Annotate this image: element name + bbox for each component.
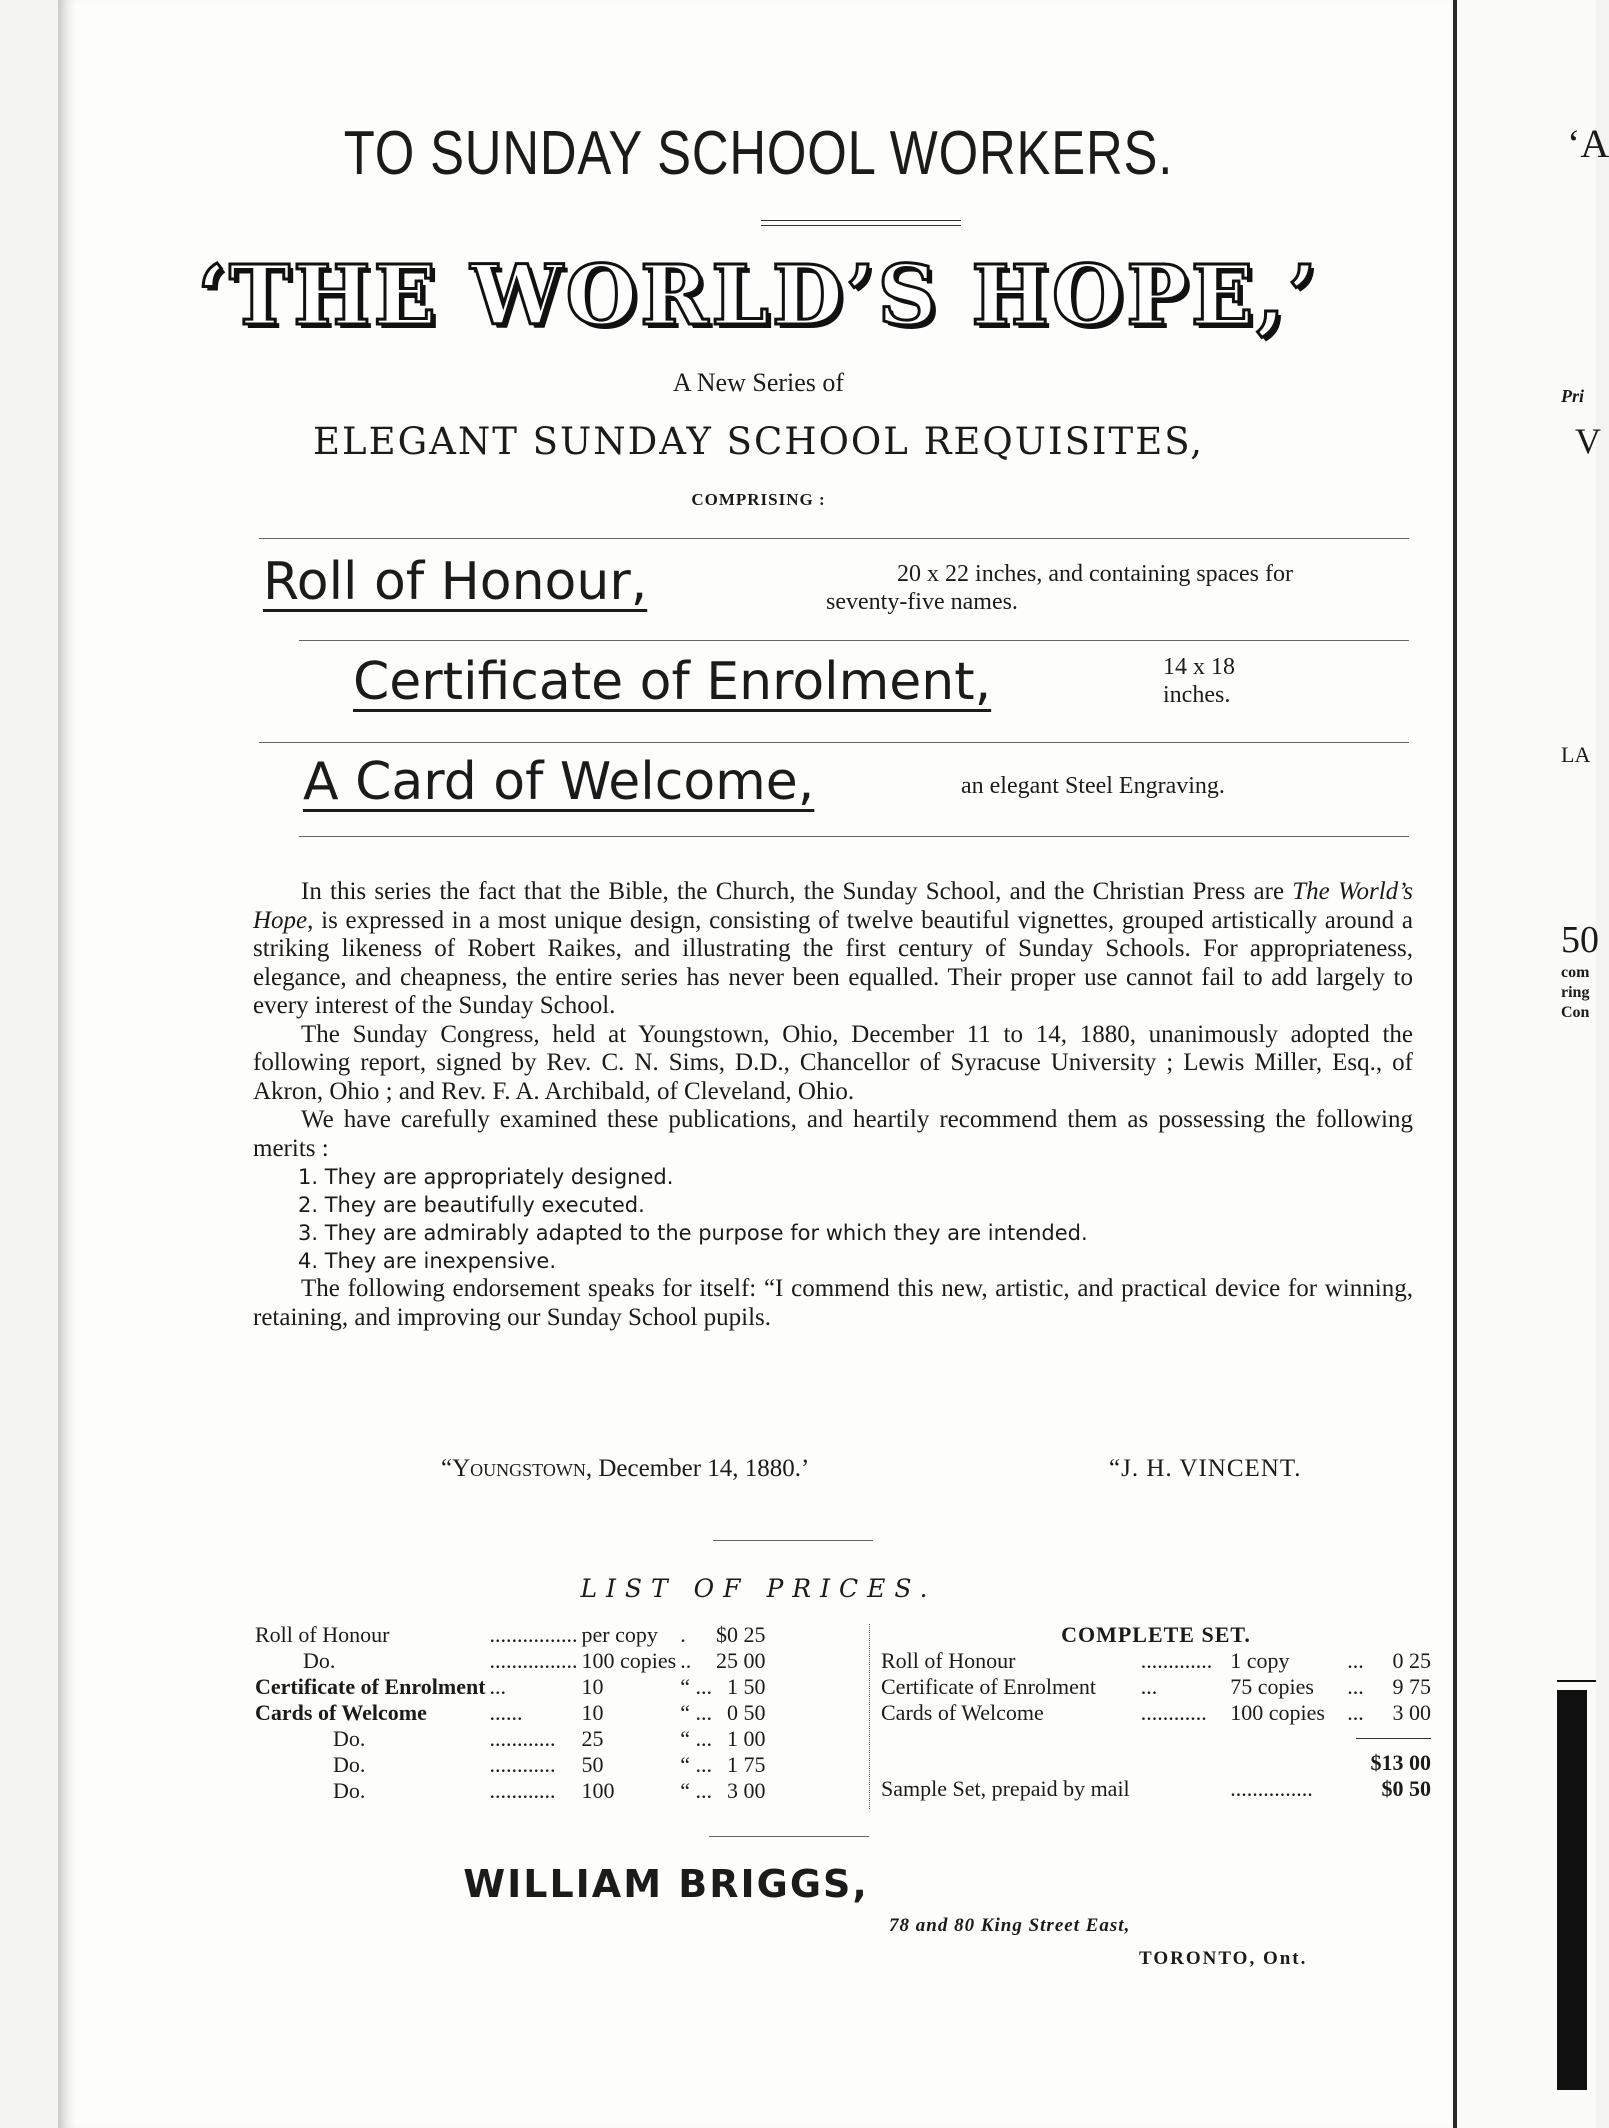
- edge-text: com: [1561, 964, 1590, 981]
- complete-set-title: COMPLETE SET.: [1061, 1622, 1251, 1647]
- leader-dots: ...: [1347, 1648, 1364, 1673]
- price-value: 0 50: [727, 1700, 766, 1725]
- publisher-name: WILLIAM BRIGGS,: [463, 1862, 869, 1906]
- leader-dots: “ ...: [680, 1778, 712, 1803]
- merit-item: 2. They are beautifully executed.: [298, 1193, 645, 1217]
- price-table-complete-set: [879, 1622, 1433, 1802]
- price-item: Roll of Honour: [881, 1648, 1016, 1673]
- leader-dots: ............: [489, 1726, 556, 1751]
- leader-dots: ...: [489, 1674, 507, 1699]
- table-row: [253, 1674, 768, 1700]
- edge-text: 50: [1561, 919, 1599, 961]
- paragraph-series: [253, 878, 1413, 1021]
- text-span: , is expressed in a most unique design, consisting of twelve beautiful vignettes, grouped artistically around a striking likeness of Robert Raikes, and illustrating the first century of Sunday Schools. For appropriateness, elegance, and cheapness, the entire series has never been equalled. Their proper use cannot fail to add largely to every interest of the Sunday School.: [253, 906, 1413, 1019]
- price-item: Certificate of Enrolment: [255, 1674, 486, 1699]
- title: ‘THE WORLD’S HOPE,’: [197, 248, 1320, 344]
- edge-text: Con: [1561, 1004, 1590, 1021]
- price-item: Do.: [333, 1778, 366, 1803]
- divider: [761, 220, 961, 226]
- price-item: Cards of Welcome: [255, 1700, 427, 1725]
- leader-dots: ...............: [1230, 1776, 1313, 1801]
- price-item: Sample Set, prepaid by mail: [881, 1776, 1130, 1801]
- leader-dots: “ ...: [680, 1752, 712, 1777]
- leader-dots: ...: [1140, 1674, 1158, 1699]
- price-value: 1 50: [727, 1674, 766, 1699]
- paragraph-endorsement: The following endorsement speaks for itself: “I commend this new, artistic, and practical device for winning, retaining, and improving our Sunday School pupils.: [253, 1275, 1413, 1331]
- edge-text: V: [1575, 421, 1601, 461]
- table-row: [253, 1752, 768, 1778]
- price-value: 25 00: [716, 1648, 766, 1673]
- edge-text: Pri: [1561, 386, 1585, 406]
- leader-dots: ..: [680, 1648, 692, 1673]
- leader-dots: ................: [489, 1648, 578, 1673]
- leader-dots: ...: [1347, 1674, 1364, 1699]
- table-row: [879, 1726, 1433, 1750]
- item-desc-line: inches.: [1163, 682, 1231, 708]
- table-row: [253, 1778, 768, 1804]
- item-desc-roll-of-honour: [776, 560, 1414, 616]
- divider: [709, 1836, 869, 1837]
- item-desc-line: 14 x 18: [1163, 654, 1235, 680]
- text-span: In this series the fact that the Bible, the Church, the Sunday School, and the Christian Press are: [301, 878, 1293, 905]
- price-qty: 1 copy: [1230, 1648, 1290, 1673]
- leader-dots: ............: [1140, 1700, 1207, 1725]
- leader-dots: “ ...: [680, 1700, 712, 1725]
- table-row: [879, 1622, 1433, 1648]
- leader-dots: “ ...: [680, 1726, 712, 1751]
- leader-dots: .: [680, 1622, 686, 1647]
- table-row: [879, 1750, 1433, 1776]
- table-row: [253, 1700, 768, 1726]
- table-row: [253, 1622, 768, 1648]
- edge-text: LA: [1561, 742, 1591, 767]
- item-name-roll-of-honour: Roll of Honour,: [263, 552, 648, 612]
- price-value: $0 50: [1381, 1776, 1431, 1801]
- signature-place-date: [441, 1455, 809, 1483]
- emphasis-worlds-hope: The World’s Hope: [253, 878, 1413, 934]
- price-qty: 100 copies: [1230, 1700, 1325, 1725]
- price-qty: 75 copies: [1230, 1674, 1314, 1699]
- price-value: 3 00: [727, 1778, 766, 1803]
- table-row: [253, 1726, 768, 1752]
- leader-dots: ...: [1347, 1700, 1364, 1725]
- edge-rule: [1557, 1680, 1596, 1682]
- price-value: 9 75: [1392, 1674, 1431, 1699]
- price-qty: 100: [581, 1778, 615, 1803]
- price-value: 1 00: [727, 1726, 766, 1751]
- heading: TO SUNDAY SCHOOL WORKERS.: [343, 119, 1174, 188]
- item-desc-line: seventy-five names.: [826, 589, 1018, 615]
- publisher-address: 78 and 80 King Street East,: [889, 1915, 1131, 1936]
- leader-dots: ................: [489, 1622, 578, 1647]
- body-text: [253, 878, 1413, 1332]
- publisher-city: TORONTO, Ont.: [1139, 1948, 1308, 1969]
- total-price: $13 00: [1370, 1750, 1431, 1775]
- merit-item: 1. They are appropriately designed.: [298, 1165, 674, 1189]
- table-spacer: [879, 1726, 1433, 1750]
- divider: [713, 1540, 873, 1541]
- divider: [259, 742, 1409, 743]
- price-qty: 25: [581, 1726, 604, 1751]
- price-qty: 50: [581, 1752, 604, 1777]
- leader-dots: ............: [489, 1778, 556, 1803]
- price-table-left: [253, 1622, 768, 1804]
- signature-place: “Youngstown,: [441, 1455, 593, 1482]
- price-value: 0 25: [1392, 1648, 1431, 1673]
- leader-dots: ............: [489, 1752, 556, 1777]
- price-qty: per copy: [581, 1622, 658, 1647]
- edge-text: ‘A: [1567, 121, 1609, 166]
- subtitle: A New Series of: [672, 368, 845, 397]
- divider: [299, 640, 1409, 641]
- price-value: 1 75: [727, 1752, 766, 1777]
- leader-dots: .............: [1140, 1648, 1213, 1673]
- leader-dots: “ ...: [680, 1674, 712, 1699]
- price-item: Do.: [333, 1726, 366, 1751]
- edge-text: ring: [1561, 984, 1590, 1001]
- adjacent-page-edge: [1453, 0, 1609, 2128]
- signature-date: December 14, 1880.’: [598, 1455, 810, 1482]
- sum-rule: [1356, 1738, 1431, 1739]
- price-item: Cards of Welcome: [881, 1700, 1044, 1725]
- item-desc-certificate: [1163, 653, 1235, 709]
- price-qty: 10: [581, 1700, 604, 1725]
- paragraph-congress: The Sunday Congress, held at Youngstown, Ohio, December 11 to 14, 1880, unanimously adopted the following report, signed by Rev. C. N. Sims, D.D., Chancellor of Syracuse University ; Lewis Miller, Esq., of Akron, Ohio ; and Rev. F. A. Archibald, of Cleveland, Ohio.: [253, 1020, 1413, 1105]
- document-page: [58, 0, 1456, 2128]
- table-row: [879, 1776, 1433, 1802]
- price-value: 3 00: [1392, 1700, 1431, 1725]
- divider: [299, 836, 1409, 837]
- table-divider: [869, 1624, 870, 1809]
- table-row: [879, 1700, 1433, 1726]
- table-row: [879, 1648, 1433, 1674]
- price-value: $0 25: [716, 1622, 766, 1647]
- leader-dots: ......: [489, 1700, 523, 1725]
- item-desc-card-of-welcome: an elegant Steel Engraving.: [961, 773, 1225, 799]
- merit-item: 4. They are inexpensive.: [298, 1249, 556, 1273]
- item-desc-line: 20 x 22 inches, and containing spaces for: [897, 561, 1293, 587]
- price-qty: 10: [581, 1674, 604, 1699]
- signature-name: “J. H. VINCENT.: [1109, 1455, 1302, 1482]
- prices-title: LIST OF PRICES.: [580, 1574, 937, 1603]
- price-item: Do.: [303, 1648, 336, 1673]
- item-name-certificate: Certificate of Enrolment,: [353, 652, 992, 712]
- comprising-label: COMPRISING :: [691, 490, 826, 509]
- price-item: Certificate of Enrolment: [881, 1674, 1097, 1699]
- price-item: Roll of Honour: [255, 1622, 390, 1647]
- requisites-heading: ELEGANT SUNDAY SCHOOL REQUISITES,: [312, 420, 1205, 463]
- edge-dark-block: [1557, 1690, 1587, 2090]
- table-row: [879, 1674, 1433, 1700]
- price-qty: 100 copies: [581, 1648, 677, 1673]
- item-name-card-of-welcome: A Card of Welcome,: [303, 752, 815, 812]
- paragraph-recommend: We have carefully examined these publications, and heartily recommend them as possessing the following merits :: [253, 1106, 1413, 1162]
- merit-item: 3. They are admirably adapted to the purpose for which they are intended.: [298, 1221, 1088, 1245]
- merits-list: [253, 1163, 1413, 1275]
- table-row: [253, 1648, 768, 1674]
- divider: [259, 538, 1409, 539]
- price-item: Do.: [333, 1752, 366, 1777]
